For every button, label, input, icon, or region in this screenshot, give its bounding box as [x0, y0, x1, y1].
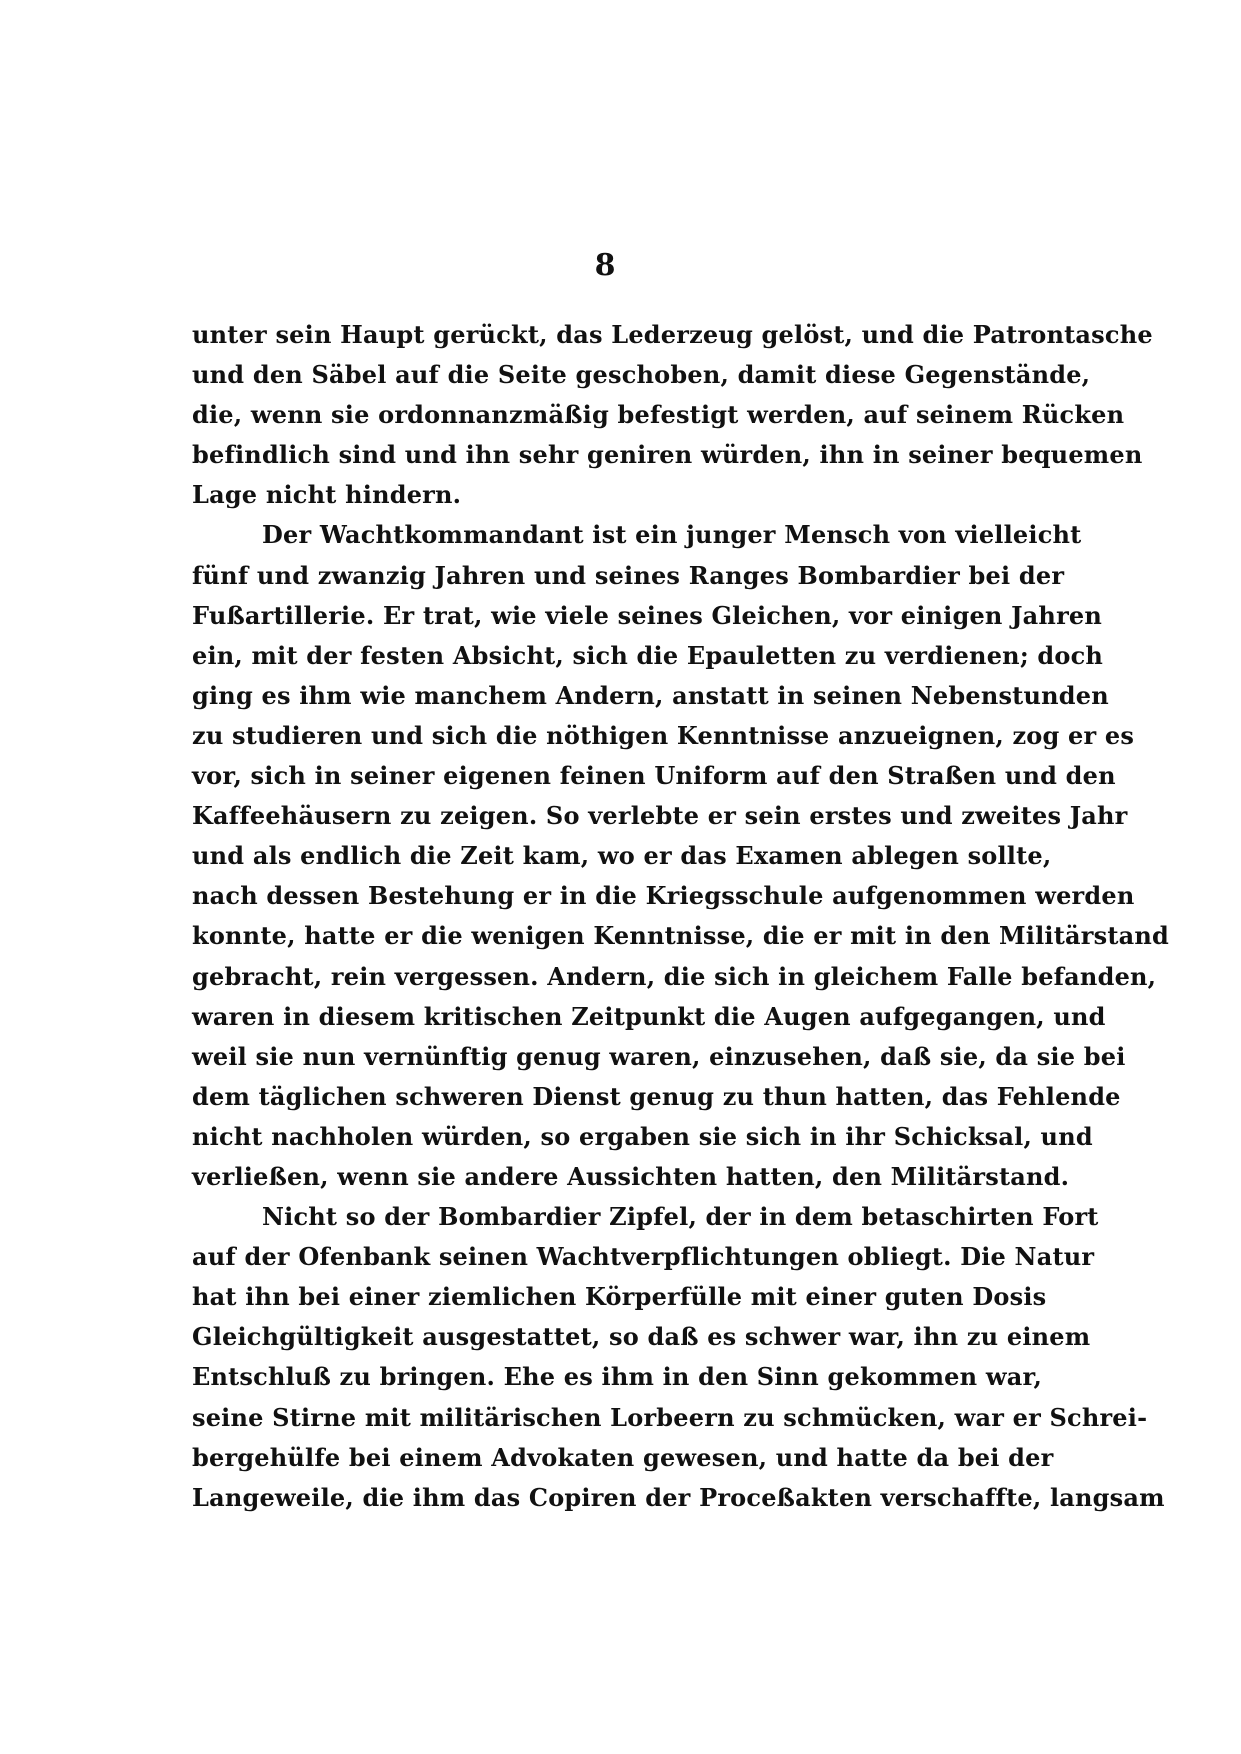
- text-line: ging es ihm wie manchem Andern, anstatt in seinen Nebenstunden: [192, 680, 1109, 710]
- text-line: Gleichgültigkeit ausgestattet, so daß es schwer war, ihn zu einem: [192, 1322, 1091, 1352]
- text-line: Entschluß zu bringen. Ehe es ihm in den Sinn gekommen war,: [192, 1362, 1043, 1392]
- text-line: fünf und zwanzig Jahren und seines Ranges Bombardier bei der: [192, 560, 1065, 590]
- text-line: dem täglichen schweren Dienst genug zu thun hatten, das Fehlende: [192, 1081, 1121, 1111]
- text-line: Kaffeehäusern zu zeigen. So verlebte er sein erstes und zweites Jahr: [192, 801, 1128, 831]
- text-line: konnte, hatte er die wenigen Kenntnisse, die er mit in den Militärstand: [192, 921, 1170, 951]
- text-line: nicht nachholen würden, so ergaben sie sich in ihr Schicksal, und: [192, 1121, 1093, 1151]
- text-line: seine Stirne mit militärischen Lorbeern zu schmücken, war er Schrei-: [192, 1402, 1148, 1432]
- text-line: ein, mit der festen Absicht, sich die Epauletten zu verdienen; doch: [192, 640, 1104, 670]
- page-number: 8: [594, 248, 616, 283]
- body-text: [192, 315, 1170, 1518]
- text-line: und als endlich die Zeit kam, wo er das Examen ablegen sollte,: [192, 841, 1052, 871]
- text-line: waren in diesem kritischen Zeitpunkt die Augen aufgegangen, und: [192, 1001, 1106, 1031]
- text-line: Nicht so der Bombardier Zipfel, der in dem betaschirten Fort: [262, 1202, 1099, 1232]
- text-line: und den Säbel auf die Seite geschoben, damit diese Gegenstände,: [192, 360, 1091, 390]
- text-line: vor, sich in seiner eigenen feinen Uniform auf den Straßen und den: [192, 761, 1116, 791]
- text-line: hat ihn bei einer ziemlichen Körperfülle mit einer guten Dosis: [192, 1282, 1047, 1312]
- text-line: Fußartillerie. Er trat, wie viele seines Gleichen, vor einigen Jahren: [192, 600, 1103, 630]
- text-line: Langeweile, die ihm das Copiren der Proceßakten verschaffte, langsam: [192, 1482, 1165, 1512]
- text-line: verließen, wenn sie andere Aussichten hatten, den Militärstand.: [192, 1161, 1070, 1191]
- text-line: Der Wachtkommandant ist ein junger Mensch von vielleicht: [262, 520, 1082, 550]
- text-line: zu studieren und sich die nöthigen Kenntnisse anzueignen, zog er es: [192, 720, 1135, 750]
- text-line: bergehülfe bei einem Advokaten gewesen, und hatte da bei der: [192, 1442, 1054, 1472]
- text-line: auf der Ofenbank seinen Wachtverpflichtungen obliegt. Die Natur: [192, 1242, 1095, 1272]
- text-line: die, wenn sie ordonnanzmäßig befestigt werden, auf seinem Rücken: [192, 400, 1125, 430]
- text-line: befindlich sind und ihn sehr geniren würden, ihn in seiner bequemen: [192, 440, 1143, 470]
- text-line: weil sie nun vernünftig genug waren, einzusehen, daß sie, da sie bei: [192, 1041, 1126, 1071]
- text-line: Lage nicht hindern.: [192, 480, 462, 510]
- text-line: gebracht, rein vergessen. Andern, die sich in gleichem Falle befanden,: [192, 961, 1157, 991]
- text-line: unter sein Haupt gerückt, das Lederzeug gelöst, und die Patrontasche: [192, 320, 1153, 349]
- text-line: nach dessen Bestehung er in die Kriegsschule aufgenommen werden: [192, 881, 1135, 911]
